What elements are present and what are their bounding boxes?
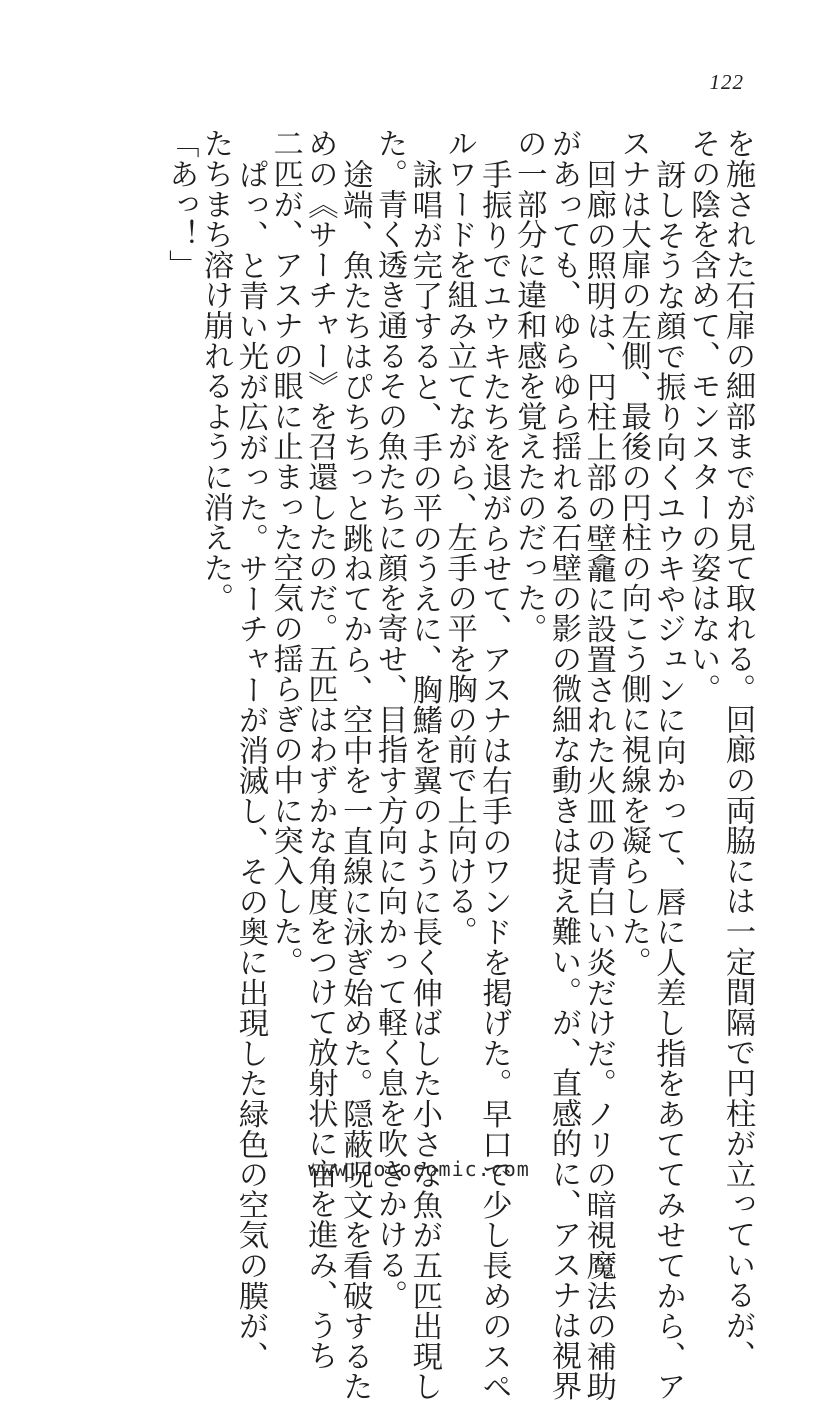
site-watermark: www.cococomic.com <box>308 1157 530 1181</box>
text-line: 二匹が、アスナの眼に止まった空気の揺らぎの中に突入した。 <box>267 128 303 977</box>
text-line: ぱっ、と青い光が広がった。サーチャーが消滅し、その奥に出現した緑色の空気の膜が、 <box>232 159 268 1371</box>
text-line: たちまち溶け崩れるように消えた。 <box>198 128 234 613</box>
text-line: 回廊の照明は、円柱上部の壁龕に設置された火皿の青白い炎だけだ。ノリの暗視魔法の補助 <box>580 159 616 1401</box>
text-line: ルワードを組み立てながら、左手の平を胸の前で上向ける。 <box>441 128 477 947</box>
page-number: 122 <box>709 70 744 94</box>
text-line: の一部分に違和感を覚えたのだった。 <box>511 128 547 644</box>
text-line: を施された石扉の細部までが見て取れる。回廊の両脇には一定間隔で円柱が立っているが、 <box>720 128 755 1371</box>
text-line: があっても、ゆらゆら揺れる石壁の影の微細な動きは捉え難い。が、直感的に、アスナは視界 <box>546 128 582 1401</box>
text-line: 訝しそうな顔で振り向くユウキやジュンに向かって、唇に人差し指をあててみせてから、ア <box>650 159 686 1401</box>
text-line: 途端、魚たちはぴちちっと跳ねてから、空中を一直線に泳ぎ始めた。隠蔽呪文を看破するた <box>337 159 373 1401</box>
text-line: 手振りでユウキたちを退がらせて、アスナは右手のワンドを掲げた。早口で少し長めのスペ <box>476 159 512 1401</box>
text-line: 詠唱が完了すると、手の平のうえに、胸鰭を翼のように長く伸ばした小さな魚が五匹出現し <box>406 159 442 1401</box>
text-line: その陰を含めて、モンスターの姿はない。 <box>685 128 721 704</box>
dialogue-line: 「あっ！」 <box>163 128 199 280</box>
text-line: めの《サーチャー》を召還したのだ。五匹はわずかな角度をつけて放射状に宙を進み、うち <box>302 128 338 1371</box>
text-line: た。青く透き通るその魚たちに顔を寄せ、目指す方向に向かって軽く息を吹きかける。 <box>372 128 408 1310</box>
text-line: スナは大扉の左側、最後の円柱の向こう側に視線を凝らした。 <box>615 128 651 977</box>
